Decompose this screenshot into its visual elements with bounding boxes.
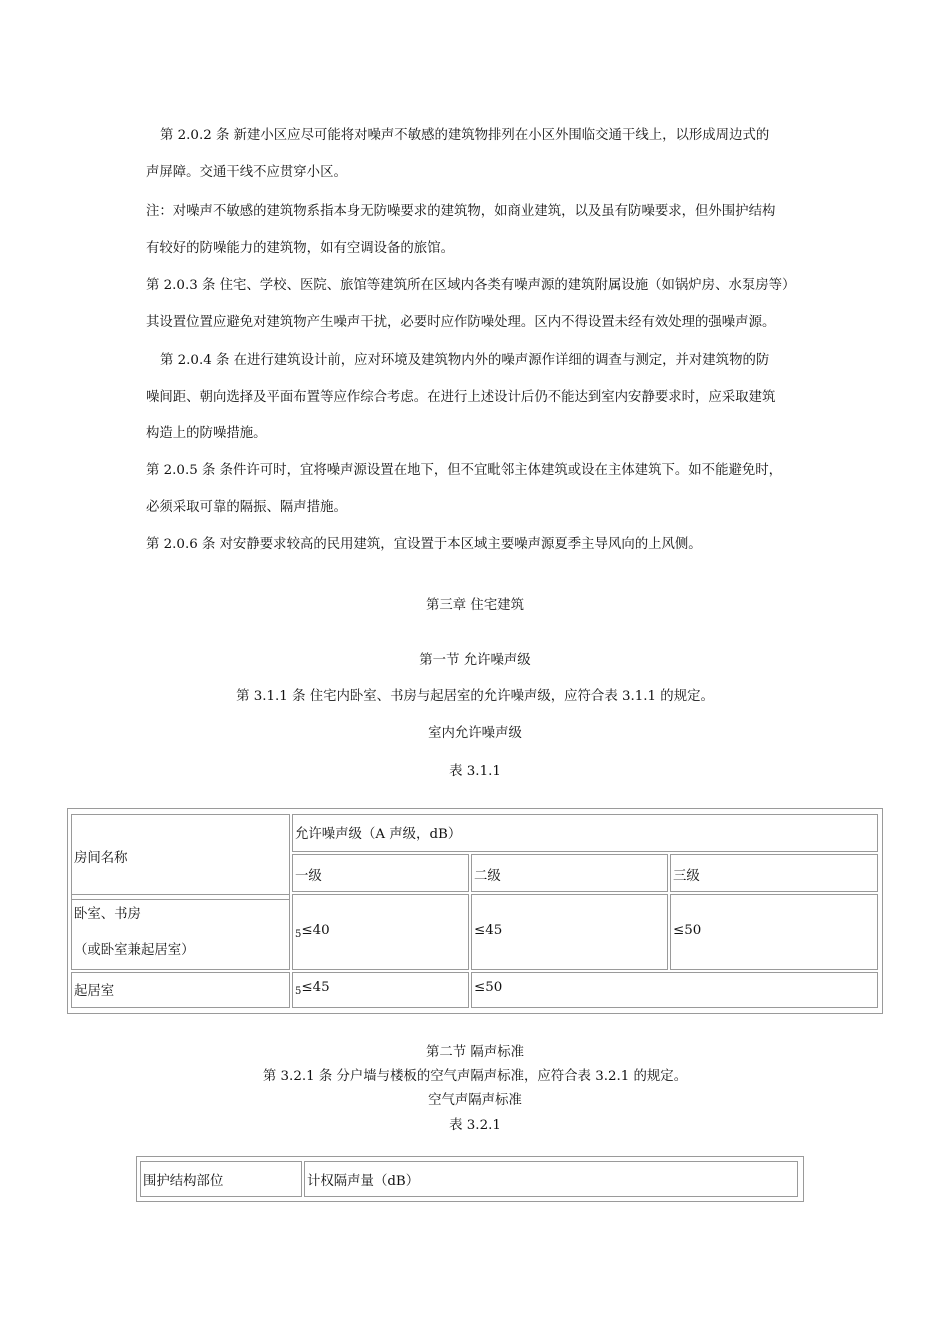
row-bedroom-prefix: 5 bbox=[295, 929, 302, 940]
grade-2-cell bbox=[471, 854, 668, 892]
row-living-name-cell bbox=[71, 972, 290, 1008]
article-3-1-1: 第 3.1.1 条 住宅内卧室、书房与起居室的允许噪声级，应符合表 3.1.1 的规定。 bbox=[236, 689, 714, 704]
header-room-name-cell bbox=[71, 814, 290, 900]
row-bedroom-name-cell bbox=[71, 894, 290, 970]
article-2-0-2 bbox=[146, 118, 816, 191]
table-3-2-1 bbox=[136, 1156, 804, 1202]
table-3-2-1-number: 表 3.2.1 bbox=[449, 1118, 501, 1133]
article-2-0-3-line1: 第 2.0.3 条 住宅、学校、医院、旅馆等建筑所在区域内各类有噪声源的建筑附属设施（如锅炉房、水泵房等） bbox=[146, 278, 796, 293]
note-paragraph bbox=[146, 194, 816, 267]
article-2-0-4-line1: 第 2.0.4 条 在进行建筑设计前，应对环境及建筑物内外的噪声源作详细的调查与测定，并对建筑物的防 bbox=[160, 353, 770, 368]
note-line2: 有较好的防噪能力的建筑物，如有空调设备的旅馆。 bbox=[146, 240, 454, 256]
table-3-1-1-caption: 室内允许噪声级 bbox=[428, 726, 522, 741]
row-living-prefix: 5 bbox=[295, 986, 302, 997]
grade-1-label: 一级 bbox=[295, 869, 322, 884]
row-bedroom-grade-2: ≤45 bbox=[474, 923, 503, 938]
header-room-name: 房间名称 bbox=[74, 851, 128, 866]
row-bedroom-name-line1: 卧室、书房 bbox=[74, 907, 141, 922]
row-bedroom-name-line2: （或卧室兼起居室） bbox=[74, 943, 195, 958]
row-living-name: 起居室 bbox=[74, 984, 115, 999]
article-2-0-6 bbox=[146, 527, 816, 564]
row-living-grade-2-3: ≤50 bbox=[474, 980, 503, 995]
article-2-0-4 bbox=[146, 343, 816, 453]
row-living-grade-1: ≤45 bbox=[301, 980, 330, 995]
article-2-0-5 bbox=[146, 453, 816, 526]
row-living-grade-2-3-cell bbox=[471, 972, 878, 1008]
table-3-1-1 bbox=[67, 808, 883, 1014]
row-living-grade-1-cell bbox=[292, 972, 469, 1008]
article-2-0-3 bbox=[146, 268, 816, 341]
article-3-2-1: 第 3.2.1 条 分户墙与楼板的空气声隔声标准，应符合表 3.2.1 的规定。 bbox=[262, 1069, 688, 1084]
grade-3-cell bbox=[670, 854, 878, 892]
article-2-0-6-line1: 第 2.0.6 条 对安静要求较高的民用建筑，宜设置于本区域主要噪声源夏季主导风向的上风侧。 bbox=[146, 537, 702, 552]
header-allowed-level: 允许噪声级（A 声级，dB） bbox=[295, 827, 462, 842]
header-structure-part-cell bbox=[140, 1161, 302, 1197]
note-line1: 注：对噪声不敏感的建筑物系指本身无防噪要求的建筑物，如商业建筑，以及虽有防噪要求，但外围护结构 bbox=[146, 204, 776, 219]
row-bedroom-grade-1: ≤40 bbox=[301, 923, 330, 938]
row-bedroom-grade-2-cell bbox=[471, 894, 668, 970]
table-3-1-1-number: 表 3.1.1 bbox=[449, 764, 501, 779]
header-allowed-level-cell bbox=[292, 814, 878, 852]
grade-1-cell bbox=[292, 854, 469, 892]
grade-2-label: 二级 bbox=[474, 869, 501, 884]
article-2-0-3-line2: 其设置位置应避免对建筑物产生噪声干扰，必要时应作防噪处理。区内不得设置未经有效处理的强噪声源。 bbox=[146, 314, 776, 330]
article-2-0-5-line1: 第 2.0.5 条 条件许可时，宜将噪声源设置在地下，但不宜毗邻主体建筑或设在主体建筑下。如不能避免时， bbox=[146, 463, 783, 478]
article-2-0-4-line2: 噪间距、朝向选择及平面布置等应作综合考虑。在进行上述设计后仍不能达到室内安静要求时，应采取建筑 bbox=[146, 389, 776, 405]
header-weighted-insulation: 计权隔声量（dB） bbox=[307, 1174, 420, 1189]
row-bedroom-grade-3: ≤50 bbox=[673, 923, 702, 938]
article-2-0-2-line1: 第 2.0.2 条 新建小区应尽可能将对噪声不敏感的建筑物排列在小区外围临交通干线上，以形成周边式的 bbox=[160, 128, 770, 143]
table-3-2-1-caption: 空气声隔声标准 bbox=[428, 1093, 522, 1108]
row-bedroom-grade-3-cell bbox=[670, 894, 878, 970]
section-2-title: 第二节 隔声标准 bbox=[426, 1045, 524, 1060]
article-2-0-5-line2: 必须采取可靠的隔振、隔声措施。 bbox=[146, 499, 347, 515]
row-bedroom-grade-1-cell bbox=[292, 894, 469, 970]
article-2-0-4-line3: 构造上的防噪措施。 bbox=[146, 426, 267, 441]
header-structure-part: 围护结构部位 bbox=[143, 1174, 224, 1189]
section-1-title: 第一节 允许噪声级 bbox=[419, 653, 531, 668]
chapter-3-title: 第三章 住宅建筑 bbox=[426, 598, 524, 613]
grade-3-label: 三级 bbox=[673, 869, 700, 884]
header-weighted-insulation-cell bbox=[304, 1161, 798, 1197]
article-2-0-2-line2: 声屏障。交通干线不应贯穿小区。 bbox=[146, 164, 347, 180]
